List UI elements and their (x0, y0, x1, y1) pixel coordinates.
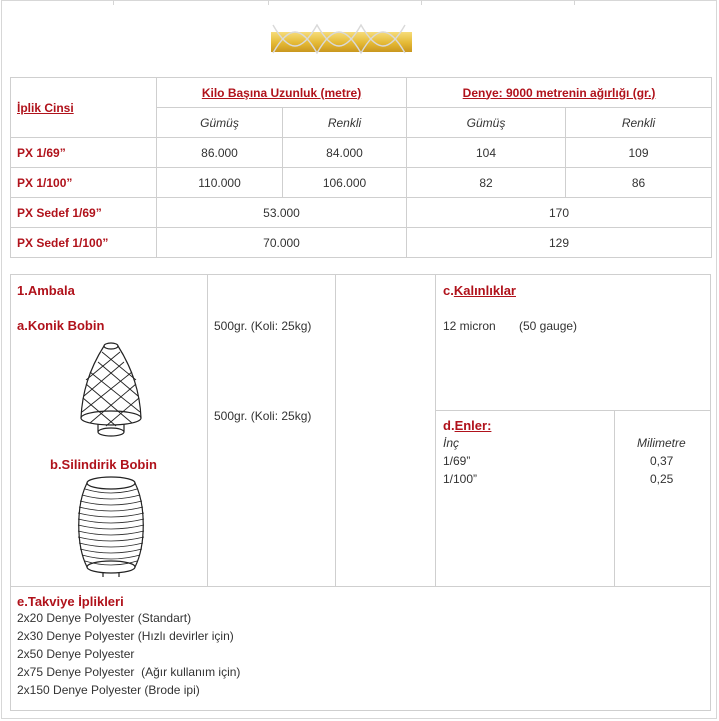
list-item: 2x30 Denye Polyester (Hızlı devirler için) (17, 629, 234, 643)
yarn-spec-table (10, 77, 712, 258)
cell-denier-colored: 109 (566, 138, 712, 168)
subheader-silver-length: Gümüş (157, 108, 283, 138)
widths-mm-header: Milimetre (637, 436, 686, 450)
cylindrical-bobbin-title: b.Silindirik Bobin (50, 457, 157, 472)
row-label: PX Sedef 1/100” (11, 228, 157, 258)
subheader-colored-denier: Renkli (566, 108, 712, 138)
header-length: Kilo Başına Uzunluk (metre) (157, 78, 407, 108)
widths-box (435, 410, 615, 587)
thickness-heading: Kalınlıklar (453, 283, 516, 298)
list-item: 2x20 Denye Polyester (Standart) (17, 611, 192, 625)
reinforcement-title: e.Takviye İplikleri (17, 594, 124, 609)
widths-inch-value: 1/69” (443, 454, 471, 468)
cell-denier-silver: 104 (407, 138, 566, 168)
conic-bobbin-icon (76, 338, 146, 438)
thickness-micron: 12 micron (443, 319, 496, 333)
cell-denier-colored: 86 (566, 168, 712, 198)
cell-length-silver: 110.000 (157, 168, 283, 198)
list-item: 2x75 Denye Polyester (Ağır kullanım için) (17, 665, 241, 679)
cell-length: 53.000 (157, 198, 407, 228)
yarn-logo (271, 19, 412, 57)
cylindrical-bobbin-icon (74, 475, 148, 581)
cell-denier: 129 (407, 228, 712, 258)
widths-inch-header: İnç (443, 436, 460, 450)
widths-title (443, 418, 491, 433)
list-item: 2x150 Denye Polyester (Brode ipi) (17, 683, 200, 697)
cell-denier: 170 (407, 198, 712, 228)
packaging-title: 1.Ambala (17, 283, 75, 298)
widths-prefix: d. (443, 418, 455, 433)
table-row (11, 138, 712, 168)
table-row (11, 228, 712, 258)
row-label: PX 1/69” (11, 138, 157, 168)
cell-denier-silver: 82 (407, 168, 566, 198)
widths-heading: Enler: (454, 418, 492, 433)
cell-length: 70.000 (157, 228, 407, 258)
top-scroll-marks (0, 0, 719, 6)
empty-box (335, 274, 436, 587)
subheader-colored-length: Renkli (283, 108, 407, 138)
table-header-row (11, 78, 712, 108)
list-item: 2x50 Denye Polyester (17, 647, 135, 661)
header-yarn-type: İplik Cinsi (11, 78, 157, 138)
row-label: PX 1/100” (11, 168, 157, 198)
row-label: PX Sedef 1/69” (11, 198, 157, 228)
conic-bobbin-weight: 500gr. (Koli: 25kg) (214, 319, 312, 333)
thickness-title (443, 283, 516, 298)
table-row (11, 168, 712, 198)
subheader-silver-denier: Gümüş (407, 108, 566, 138)
header-denier: Denye: 9000 metrenin ağırlığı (gr.) (407, 78, 712, 108)
table-row (11, 198, 712, 228)
cell-length-colored: 106.000 (283, 168, 407, 198)
widths-mm-value: 0,25 (650, 472, 674, 486)
cell-length-silver: 86.000 (157, 138, 283, 168)
widths-mm-value: 0,37 (650, 454, 674, 468)
thickness-gauge: (50 gauge) (519, 319, 578, 333)
conic-bobbin-title: a.Konik Bobin (17, 318, 105, 333)
cylindrical-bobbin-weight: 500gr. (Koli: 25kg) (214, 409, 312, 423)
cell-length-colored: 84.000 (283, 138, 407, 168)
thickness-prefix: c. (443, 283, 454, 298)
widths-inch-value: 1/100” (443, 472, 478, 486)
